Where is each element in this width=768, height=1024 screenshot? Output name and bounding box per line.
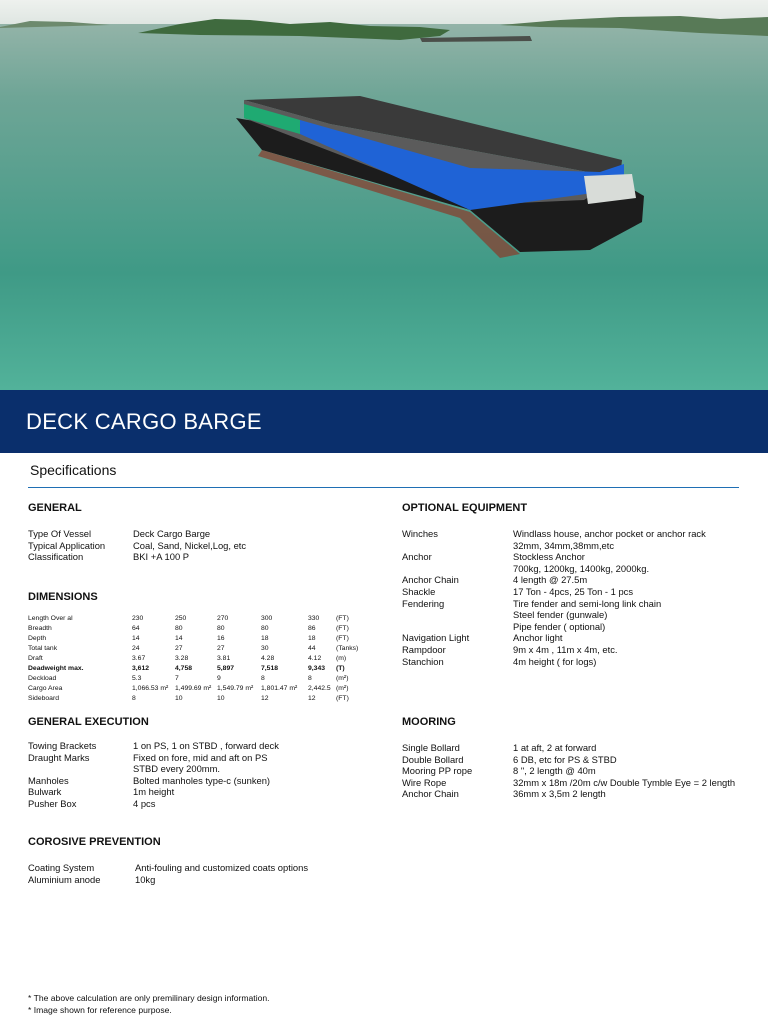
spec-label: Anchor Chain <box>402 574 459 586</box>
table-cell: 12 <box>261 695 269 702</box>
table-cell: 64 <box>132 625 140 632</box>
table-cell: 7,518 <box>261 665 279 672</box>
table-cell: 3.28 <box>175 655 189 662</box>
table-cell-label: Sideboard <box>28 695 59 702</box>
table-cell: 9 <box>217 675 221 682</box>
table-row <box>28 664 368 674</box>
table-row <box>28 644 368 654</box>
table-cell: 1,066.53 m² <box>132 685 169 692</box>
dimensions-heading: DIMENSIONS <box>28 591 98 603</box>
table-cell: 5.3 <box>132 675 142 682</box>
spec-value: 8 ", 2 length @ 40m <box>513 765 596 777</box>
table-cell: 4.28 <box>261 655 275 662</box>
spec-label: Wire Rope <box>402 776 447 788</box>
table-cell: 3,612 <box>132 665 150 672</box>
spec-value: 9m x 4m , 11m x 4m, etc. <box>513 644 618 655</box>
spec-value: BKI +A 100 P <box>133 551 190 563</box>
table-cell: 14 <box>132 635 140 642</box>
table-cell: 80 <box>261 625 269 632</box>
table-cell: 300 <box>261 615 273 622</box>
spec-value: 4m height ( for logs) <box>513 655 597 667</box>
table-cell-label: Deadweight max. <box>28 665 84 672</box>
spec-value: 1 on PS, 1 on STBD , forward deck <box>133 740 279 751</box>
table-cell-label: Length Over al <box>28 615 73 622</box>
spec-label: Anchor Chain <box>402 788 459 800</box>
table-cell: 27 <box>175 645 183 652</box>
footnote: * Image shown for reference purpose. <box>28 1005 172 1015</box>
spec-value: 4 length @ 27.5m <box>513 574 588 586</box>
spec-value: Anchor light <box>513 632 563 644</box>
table-row <box>28 674 368 684</box>
dimensions-table <box>28 614 368 704</box>
table-cell-unit: (FT) <box>336 695 349 702</box>
spec-label: Rampdoor <box>402 644 446 655</box>
general-execution-heading: GENERAL EXECUTION <box>28 716 149 728</box>
table-cell: 330 <box>308 615 320 622</box>
spec-label: Draught Marks <box>28 751 90 763</box>
spec-label: Aluminium anode <box>28 873 101 885</box>
spec-label: Typical Application <box>28 539 106 551</box>
spec-label: Stanchion <box>402 655 444 667</box>
spec-label: Winches <box>402 528 438 539</box>
table-row <box>28 624 368 634</box>
page-title: DECK CARGO BARGE <box>26 409 262 434</box>
table-cell: 2,442.5 <box>308 685 331 692</box>
table-cell: 18 <box>308 635 316 642</box>
spec-label: Anchor <box>402 551 432 563</box>
table-row <box>28 684 368 694</box>
table-cell: 8 <box>261 675 265 682</box>
table-cell: 3.81 <box>217 655 231 662</box>
corrosive-prevention-heading: COROSIVE PREVENTION <box>28 836 161 848</box>
spec-value: Stockless Anchor <box>513 551 585 563</box>
spec-label: Type Of Vessel <box>28 528 92 539</box>
table-row <box>28 654 368 664</box>
table-cell: 3.67 <box>132 655 146 662</box>
spec-value: 36mm x 3,5m 2 length <box>513 788 606 800</box>
spec-value: 1m height <box>133 786 175 798</box>
table-cell: 270 <box>217 615 229 622</box>
spec-value: Coal, Sand, Nickel,Log, etc <box>133 539 247 551</box>
table-cell-unit: (FT) <box>336 615 349 622</box>
optional-equipment-heading: OPTIONAL EQUIPMENT <box>402 502 528 514</box>
table-cell-unit: (m²) <box>336 675 349 682</box>
title-banner <box>0 390 768 453</box>
spec-value: STBD every 200mm. <box>133 763 221 775</box>
table-cell: 80 <box>217 625 225 632</box>
spec-value: 700kg, 1200kg, 1400kg, 2000kg. <box>513 562 650 574</box>
spec-value: 6 DB, etc for PS & STBD <box>513 753 617 765</box>
table-cell-label: Draft <box>28 655 43 662</box>
table-cell: 10 <box>175 695 183 702</box>
spec-value: 4 pcs <box>133 798 156 809</box>
table-cell-unit: (m) <box>336 655 347 662</box>
spec-value: Fixed on fore, mid and aft on PS <box>133 751 268 763</box>
table-cell: 1,499.69 m² <box>175 685 212 692</box>
table-cell: 7 <box>175 675 179 682</box>
general-execution-list <box>28 740 368 812</box>
table-cell: 1,801.47 m² <box>261 685 298 692</box>
spec-value: 10kg <box>135 873 156 885</box>
spec-label: Double Bollard <box>402 753 464 765</box>
spec-value: 32mm x 18m /20m c/w Double Tymble Eye = 2 length <box>513 776 736 788</box>
table-cell-unit: (FT) <box>336 635 349 642</box>
spec-value: Anti-fouling and customized coats options <box>135 862 309 873</box>
sea <box>0 0 768 390</box>
table-cell: 9,343 <box>308 665 326 672</box>
table-cell: 14 <box>175 635 183 642</box>
table-cell: 4.12 <box>308 655 322 662</box>
spec-label: Classification <box>28 551 84 563</box>
spec-label: Manholes <box>28 774 69 786</box>
table-cell: 8 <box>308 675 312 682</box>
footnotes <box>28 992 270 1016</box>
spec-value: 32mm, 34mm,38mm,etc <box>513 539 615 551</box>
table-cell-unit: (m²) <box>336 685 349 692</box>
spec-label: Pusher Box <box>28 798 77 809</box>
table-cell: 10 <box>217 695 225 702</box>
spec-value: Bolted manholes type-c (sunken) <box>133 774 271 786</box>
spec-value: 1 at aft, 2 at forward <box>513 742 597 753</box>
table-row <box>28 694 368 704</box>
general-heading: GENERAL <box>28 502 82 514</box>
spec-label: Towing Brackets <box>28 740 97 751</box>
spec-value: Windlass house, anchor pocket or anchor rack <box>513 528 706 539</box>
spec-value: 17 Ton - 4pcs, 25 Ton - 1 pcs <box>513 586 634 597</box>
footnote: * The above calculation are only premilinary design information. <box>28 993 270 1003</box>
table-cell: 18 <box>261 635 269 642</box>
table-cell: 16 <box>217 635 225 642</box>
table-cell-label: Deckload <box>28 675 57 682</box>
table-row <box>28 614 368 624</box>
table-cell-unit: (T) <box>336 665 345 672</box>
spec-value: Deck Cargo Barge <box>133 528 211 539</box>
barge-illustration <box>0 0 768 390</box>
spec-label: Bulwark <box>28 786 62 798</box>
table-cell: 30 <box>261 645 269 652</box>
table-cell-unit: (FT) <box>336 625 349 632</box>
spec-value: Tire fender and semi-long link chain <box>513 597 662 609</box>
table-row <box>28 634 368 644</box>
general-list <box>28 528 368 564</box>
mooring-list <box>402 742 752 802</box>
spec-value: Pipe fender ( optional) <box>513 620 606 632</box>
table-cell: 230 <box>132 615 144 622</box>
table-cell-label: Cargo Area <box>28 685 63 692</box>
spec-value: Steel fender (gunwale) <box>513 609 608 621</box>
spec-label: Fendering <box>402 597 445 609</box>
spec-label: Shackle <box>402 586 436 597</box>
hero-photo <box>0 0 768 390</box>
table-cell-label: Breadth <box>28 625 52 632</box>
table-cell: 86 <box>308 625 316 632</box>
table-cell: 80 <box>175 625 183 632</box>
specifications-heading: Specifications <box>30 462 117 478</box>
spec-label: Coating System <box>28 862 95 873</box>
spec-label: Navigation Light <box>402 632 470 644</box>
table-cell: 1,549.79 m² <box>217 685 254 692</box>
table-cell: 24 <box>132 645 140 652</box>
table-cell: 44 <box>308 645 316 652</box>
table-cell: 27 <box>217 645 225 652</box>
corrosive-prevention-list <box>28 862 368 886</box>
table-cell: 4,758 <box>175 665 193 672</box>
table-cell-unit: (Tanks) <box>336 645 359 652</box>
spec-label: Mooring PP rope <box>402 765 473 777</box>
specifications-divider <box>28 487 739 488</box>
table-cell: 8 <box>132 695 136 702</box>
table-cell: 12 <box>308 695 316 702</box>
optional-equipment-list <box>402 528 752 670</box>
table-cell-label: Depth <box>28 635 47 642</box>
table-cell: 250 <box>175 615 187 622</box>
mooring-heading: MOORING <box>402 716 456 728</box>
spec-label: Single Bollard <box>402 742 460 753</box>
table-cell: 5,897 <box>217 665 235 672</box>
table-cell-label: Total tank <box>28 645 58 652</box>
